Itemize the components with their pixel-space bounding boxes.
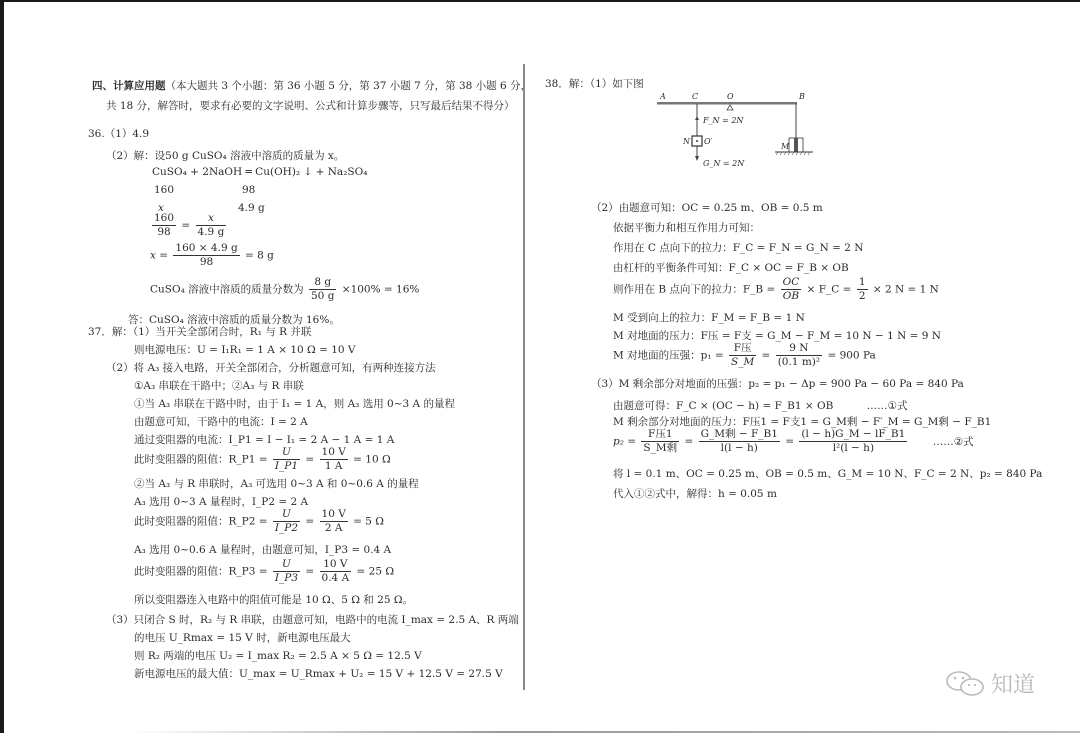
q37-l7: 通过变阻器的电流：I_P1 = I − I₁ = 2 A − 1 A = 1 A xyxy=(134,434,395,446)
section-heading-line xyxy=(92,76,531,96)
section-intro-2: 共 18 分，解答时，要求有必要的文字说明、公式和计算步骤等，只写最后结果不得分） xyxy=(106,100,515,112)
q36-ratio-bot-right: 4.9 g xyxy=(238,202,265,214)
q37-l10: A₃ 选用 0~3 A 量程时，I_P2 = 2 A xyxy=(134,496,309,508)
q36-ratio-top-right: 98 xyxy=(242,184,256,196)
q37-l17: 则 R₂ 两端的电压 U₂ = I_max R₂ = 2.5 A × 5 Ω = 12.5 V xyxy=(134,650,422,662)
q37-l18: 新电源电压的最大值：U_max = U_Rmax + U₂ = 15 V + 12.5 V = 27.5 V xyxy=(134,668,503,680)
q38-l14: 将 l = 0.1 m、OC = 0.25 m、OB = 0.5 m、G_M = 10 N、F_C = 2 N、p₂ = 840 Pa xyxy=(613,468,1043,480)
q37-l16: 的电压 U_Rmax = 15 V 时，新电源电压最大 xyxy=(134,632,351,644)
q38-l2: （2）由题意可知：OC = 0.25 m、OB = 0.5 m xyxy=(591,202,823,214)
section-heading: 四、计算应用题 xyxy=(92,80,166,92)
q38-l5: 由杠杆的平衡条件可知：F_C × OC = F_B × OB xyxy=(613,262,849,274)
q36-equation: CuSO₄ + 2NaOH ═ Cu(OH)₂ ↓ + Na₂SO₄ xyxy=(152,166,368,178)
label-A: A xyxy=(660,92,666,101)
label-Oprime: O′ xyxy=(704,137,713,146)
q37-l15: （3）只闭合 S 时，R₂ 与 R 串联，由题意可知，电路中的电流 I_max = 2.5 A、R 两端 xyxy=(106,614,519,626)
q36-ratio-bot-left: x xyxy=(158,202,164,214)
lever-diagram xyxy=(655,92,835,182)
q38-l12: M 剩余部分对地面的压力：F压1 = F支1 = G_M剩 − F′_M = G_M剩 − F_B1 xyxy=(613,416,992,428)
q38-l10: （3）M 剩余部分对地面的压强：p₂ = p₁ − Δp = 900 Pa − 60 Pa = 840 Pa xyxy=(591,378,964,390)
lever-diagram-svg xyxy=(655,92,835,182)
q38-l9: M 对地面的压强：p₁ = $\frac{\text{F压}}{S\_M}$ = $\frac{9 N}{\text{(0.1 m)²}}$ = 900 Pa xyxy=(613,342,876,368)
q36-mass-fraction: CuSO₄ 溶液中溶质的质量分数为 $\frac{8 g}{50 g}$ ×100% = 16% xyxy=(150,276,420,302)
q38-l7: M 受到向上的拉力：F_M = F_B = 1 N xyxy=(613,312,805,324)
q36-ratio-top-left: 160 xyxy=(154,184,175,196)
label-B: B xyxy=(799,92,805,101)
q36-part1: 36.（1）4.9 xyxy=(88,128,150,140)
q38-l13: p₂ = $\frac{\text{F压1}}{\text{S\_M剩}}$ = $\frac{\text{G\_M剩 − F\_B1}}{l(l - h)}$ = $\frac{(l - h)G\_M - lF\_B1}{\text{l²(l − h)}}$ ……②式 xyxy=(613,428,974,454)
label-N: N xyxy=(683,137,690,146)
wechat-icon xyxy=(945,669,987,699)
q37-l12: A₃ 选用 0~0.6 A 量程时，由题意可知，I_P3 = 0.4 A xyxy=(134,544,392,556)
q37-l5: ①当 A₃ 串联在干路中时，由于 I₁ = 1 A，则 A₃ 选用 0~3 A 的量程 xyxy=(134,398,455,410)
q37-l2: 则电源电压：U = I₁R₁ = 1 A × 10 Ω = 10 V xyxy=(134,344,356,356)
watermark xyxy=(945,668,1035,699)
page-border-top xyxy=(0,0,1080,2)
q37-l14: 所以变阻器连入电路中的阻值可能是 10 Ω、5 Ω 和 25 Ω。 xyxy=(134,594,414,606)
q37-l1: 37．解：（1）当开关全部闭合时，R₁ 与 R 并联 xyxy=(88,326,312,338)
q37-l8: 此时变阻器的阻值：R_P1 = $\frac{U}{I\_P1}$ = $\frac{10 V}{1 A}$ = 10 Ω xyxy=(134,446,391,472)
q38-l6: 则作用在 B 点向下的拉力：F_B = $\frac{OC}{OB}$ × F_C = $\frac{1}{2}$ × 2 N = 1 N xyxy=(613,276,939,302)
watermark-text: 知道 xyxy=(991,673,1036,698)
q38-l1: 38．解：（1）如下图 xyxy=(545,78,644,90)
page-border-left xyxy=(0,0,4,733)
q37-l6: 由题意可知，干路中的电流：I = 2 A xyxy=(134,416,308,428)
q38-l4: 作用在 C 点向下的拉力：F_C = F_N = G_N = 2 N xyxy=(613,242,864,254)
q38-l15: 代入①②式中，解得：h = 0.05 m xyxy=(613,488,777,500)
q37-l4: ①A₃ 串联在干路中；②A₃ 与 R 串联 xyxy=(134,380,304,392)
label-GN: G_N = 2N xyxy=(703,159,745,168)
q38-l11: 由题意可得：F_C × (OC − h) = F_B1 × OB ……①式 xyxy=(613,400,908,412)
q37-l3: （2）将 A₃ 接入电路，开关全部闭合，分析题意可知，有两种连接方法 xyxy=(106,362,436,374)
q36-part2-intro: （2）解：设50 g CuSO₄ 溶液中溶质的质量为 x。 xyxy=(106,150,345,162)
q37-l9: ②当 A₃ 与 R 串联时，A₃ 可选用 0~3 A 和 0~0.6 A 的量程 xyxy=(134,478,419,490)
q36-proportion: $\frac{160}{98}$ = $\frac{x}{4.9 g}$ xyxy=(154,212,225,238)
q38-l8: M 对地面的压力：F压 = F支 = G_M − F_M = 10 N − 1 N = 9 N xyxy=(613,330,941,342)
q36-answer: 答：CuSO₄ 溶液中溶质的质量分数为 16%。 xyxy=(128,314,340,326)
section-intro-1: （本大题共 3 个小题：第 36 小题 5 分，第 37 小题 7 分，第 38 小题 6 分， xyxy=(165,80,532,92)
label-C: C xyxy=(692,92,699,101)
q37-l11: 此时变阻器的阻值：R_P2 = $\frac{U}{I\_P2}$ = $\frac{10 V}{2 A}$ = 5 Ω xyxy=(134,508,385,534)
column-divider xyxy=(523,64,525,690)
label-FN: F_N = 2N xyxy=(703,116,744,125)
q38-l3: 依据平衡力和相互作用力可知： xyxy=(613,222,760,234)
label-O: O xyxy=(727,92,734,101)
q37-l13: 此时变阻器的阻值：R_P3 = $\frac{U}{I\_P3}$ = $\frac{10 V}{0.4 A}$ = 25 Ω xyxy=(134,558,395,584)
label-M: M xyxy=(781,142,790,151)
q36-solve: x = $\frac{160 \times 4.9 g}{98}$ = 8 g xyxy=(150,242,274,268)
